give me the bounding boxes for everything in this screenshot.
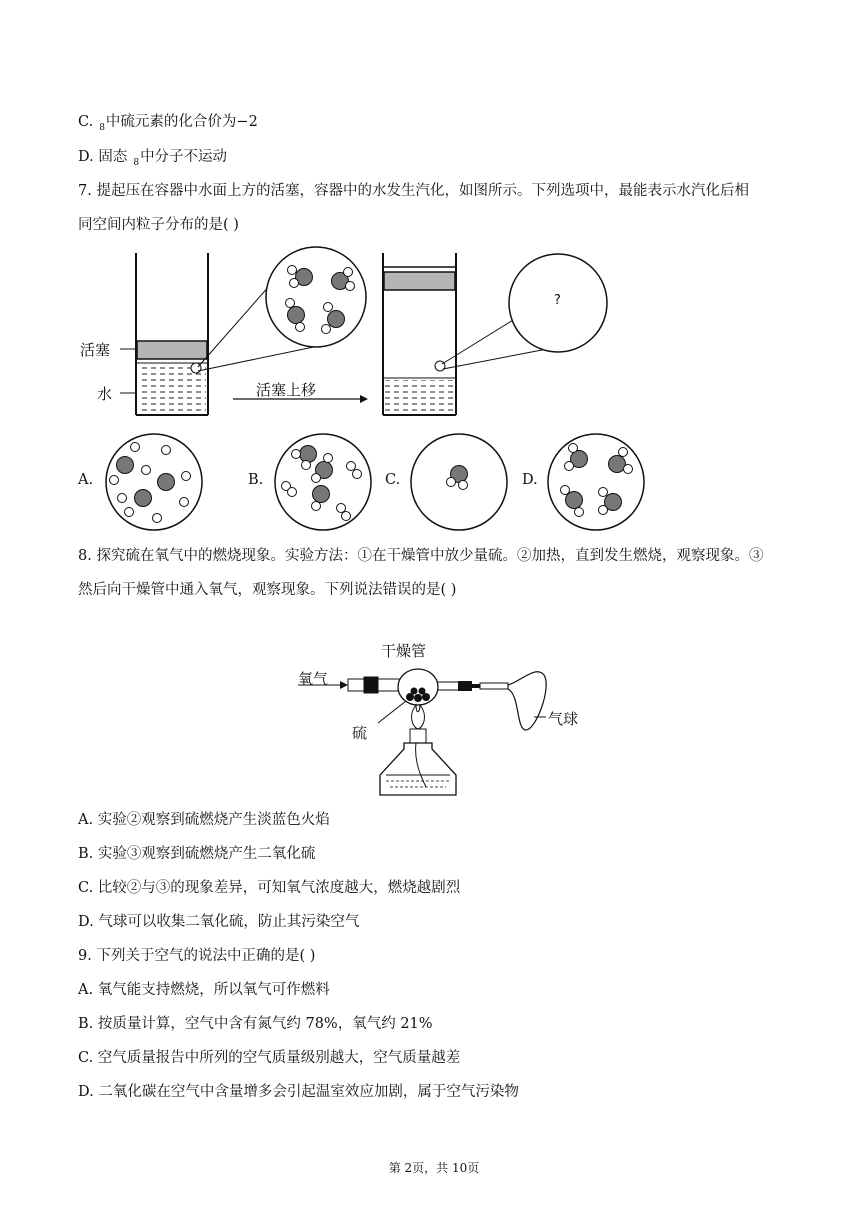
q7-stem-line2: 同空间内粒子分布的是( ) (78, 217, 239, 233)
q9-stem: 9. 下列关于空气的说法中正确的是( ) (78, 948, 316, 964)
fig-question-mark: ? (554, 293, 561, 308)
q6-option-d-sub: 8 (133, 158, 140, 168)
right-piston (384, 272, 455, 290)
q7-option-b-circle (268, 432, 378, 532)
alcohol-lamp (380, 729, 456, 795)
q6-option-d (78, 147, 227, 169)
fig-label-arrow: 活塞上移 (256, 381, 317, 399)
left-piston (137, 341, 207, 359)
q7-vaporization-figure (78, 245, 638, 425)
q8-apparatus-figure (296, 635, 586, 805)
q8-stem-line2: 然后向干燥管中通入氧气，观察现象。下列说法错误的是( ) (78, 582, 457, 598)
q8-option-c: C. 比较②与③的现象差异，可知氧气浓度越大，燃烧越剧烈 (78, 880, 461, 896)
q7-stem-line1: 7. 提起压在容器中水面上方的活塞，容器中的水发生汽化，如图所示。下列选项中，最能表示水汽化后相 (78, 183, 749, 199)
fig-label-drying-tube: 干燥管 (381, 642, 427, 660)
right-container (383, 253, 456, 415)
q8-stem-line1: 8. 探究硫在氧气中的燃烧现象。实验方法：①在干燥管中放少量硫。②加热，直到发生燃烧，观察现象。③ (78, 548, 764, 564)
q8-option-b: B. 实验③观察到硫燃烧产生二氧化硫 (78, 846, 316, 862)
q8-option-d: D. 气球可以收集二氧化硫，防止其污染空气 (78, 914, 360, 930)
left-container (136, 253, 208, 415)
zoom-circle-left (266, 247, 366, 347)
fig-label-balloon: 气球 (548, 710, 579, 728)
q6-option-c-sub: 8 (99, 123, 105, 133)
q9-option-d: D. 二氧化碳在空气中含量增多会引起温室效应加剧，属于空气污染物 (78, 1084, 519, 1100)
flame (412, 705, 425, 729)
q9-option-c: C. 空气质量报告中所列的空气质量级别越大，空气质量越差 (78, 1050, 461, 1066)
q6-option-c-prefix: C. (78, 114, 94, 130)
balloon (508, 672, 546, 730)
q8-option-a: A. 实验②观察到硫燃烧产生淡蓝色火焰 (78, 812, 330, 828)
q7-option-d-circle (541, 432, 651, 532)
q7-option-b-label: B. (248, 472, 264, 488)
q7-option-a-circle (99, 432, 209, 532)
fig-label-sulfur: 硫 (352, 724, 368, 742)
q7-option-a-label: A. (78, 472, 94, 488)
q9-option-b: B. 按质量计算，空气中含有氮气约 78%，氧气约 21% (78, 1016, 433, 1032)
q6-option-d-text: 中分子不运动 (140, 149, 228, 165)
q7-option-c-label: C. (385, 472, 401, 488)
q6-option-d-prefix: D. 固态 (78, 149, 128, 165)
drying-tube (398, 669, 438, 705)
fig-label-oxygen: 氧气 (298, 670, 329, 688)
page-footer: 第 2页，共 10页 (388, 1161, 480, 1175)
q6-option-c-text: 中硫元素的化合价为−2 (105, 114, 258, 130)
fig-label-piston: 活塞 (80, 341, 111, 359)
q7-option-c-circle (404, 432, 514, 532)
q9-option-a: A. 氧气能支持燃烧，所以氧气可作燃料 (78, 982, 330, 998)
q6-option-c (78, 112, 258, 134)
q7-option-d-label: D. (522, 472, 538, 488)
fig-label-water: 水 (97, 385, 113, 403)
right-water (385, 380, 454, 413)
